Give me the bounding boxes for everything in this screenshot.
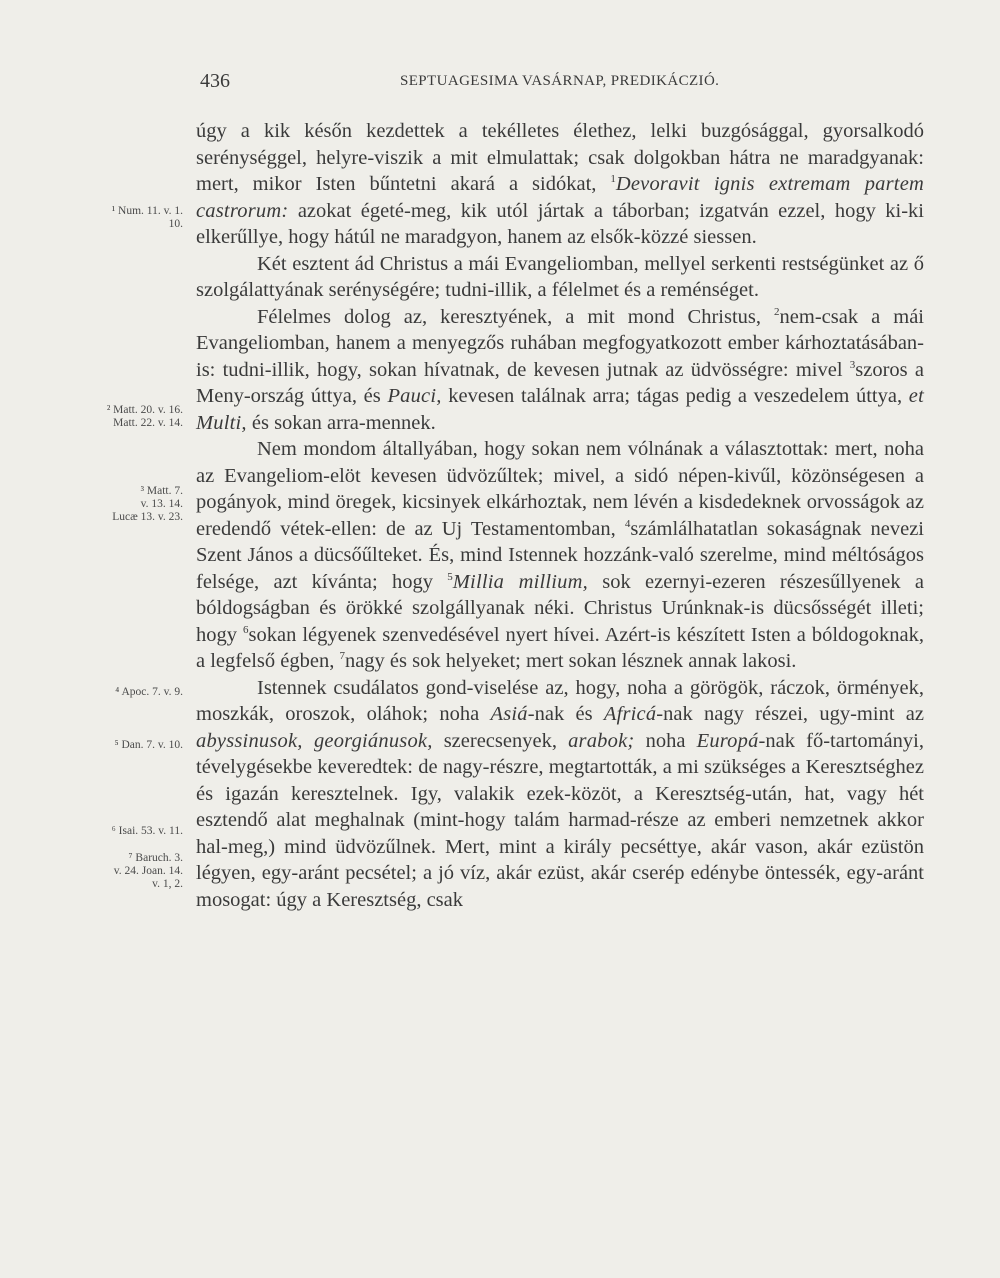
running-head: SEPTUAGESIMA VASÁRNAP, PREDIKÁCZIÓ. <box>400 73 720 89</box>
text-run: szoros a Meny-ország úttya, és <box>196 358 924 407</box>
text-run: -nak fő-tartományi, tévelygésekbe keveredtek: de nagy-részre, megtartották, a mi szükséges a Keresztséghez és igazán keresztelnek. Igy, valakik ezek-közöt, a Keresztség-után, hat, vagy hét esztendő alat meghalnak (mint-hogy talám harmad-része az emberi nemzetnek akkor hal-meg,) mind üdvözűlnek. Mert, mint a király pecséttye, akár vason, akár ezüstön légyen, egy-aránt pecsétel; a jó víz, akár ezüst, akár cserép edénybe öntessék, egy-aránt mosogat: úgy a Keresztség, csak <box>196 729 924 911</box>
paragraph <box>196 675 924 914</box>
text-run: úgy a kik későn kezdettek a tekélletes élethez, lelki buzgósággal, gyorsalkodó serénységgel, helyre-viszik a mit elmulattak; csak dolgokban hátra ne maradgyanak: mert, mikor Isten bűntetni akará a sidókat, <box>196 120 924 195</box>
reference-mark: 7 <box>339 650 345 663</box>
margin-note-line: ¹ Num. 11. v. 1. <box>111 205 183 217</box>
text-run: -nak nagy részei, ugy-mint az <box>656 703 924 725</box>
paragraph <box>196 251 924 304</box>
margin-note-line: ⁷ Baruch. 3. <box>128 852 183 864</box>
text-run: noha <box>634 729 697 752</box>
text-run: Istennek csudálatos gond-viselése az, hogy, noha a görögök, ráczok, örmények, moszkák, oroszok, oláhok; noha <box>196 676 924 725</box>
text-run: szerecsenyek, <box>432 729 569 752</box>
text-run: Két esztent ád Christus a mái Evangeliomban, mellyel serkenti restségünket az ő szolgálattyának serénységére; tudni-illik, a félelmet és a reménséget. <box>196 252 924 301</box>
text-run: és sokan arra-mennek. <box>246 411 436 434</box>
paragraph <box>196 118 924 251</box>
margin-note-line: v. 1, 2. <box>152 878 183 890</box>
text-run: azokat égeté-meg, kik utól jártak a táborban; izgatván ezzel, hogy ki-ki elkerűllye, hogy hátúl ne maradgyon, hanem az elsők-közzé siessen. <box>196 199 924 248</box>
margin-note-line: v. 13. 14. <box>140 498 183 510</box>
margin-note-line: v. 24. Joan. 14. <box>113 865 183 877</box>
italic-text: Millia millium, <box>452 570 588 593</box>
margin-note-line: ⁵ Dan. 7. v. 10. <box>114 739 183 751</box>
text-run: kevesen találnak arra; tágas pedig a veszedelem úttya, <box>441 385 909 407</box>
paragraph <box>196 436 924 675</box>
margin-note <box>55 852 183 891</box>
margin-note-line: ⁴ Apoc. 7. v. 9. <box>115 686 183 698</box>
text-run: számlálhatatlan sokaságnak nevezi Szent János a dücsőűlteket. És, mind Istennek hozzánk-való szerelme, mind méltóságos felsége, azt kívánta; hogy <box>196 517 924 593</box>
margin-note-line: ³ Matt. 7. <box>140 485 183 497</box>
body-text <box>196 118 924 913</box>
margin-note-line: ⁶ Isai. 53. v. 11. <box>111 825 183 837</box>
text-run: Nem mondom általlyában, hogy sokan nem vólnának a választottak: mert, noha az Evangeliom-elöt kevesen üdvözűltek; mivel, a sidó népen-kivűl, közönségesen a pogányok, mind öregek, kicsinyek elkárhoztak, nem lévén a kisdedeknek orvosságok az eredendő vétek-ellen: de az Uj Testamentomban, <box>196 438 924 540</box>
margin-note-line: ² Matt. 20. v. 16. <box>106 404 183 416</box>
margin-note-line: Matt. 22. v. 14. <box>113 417 183 429</box>
margin-note <box>55 205 183 231</box>
reference-mark: 6 <box>243 623 249 636</box>
italic-text: abyssinusok, georgiánusok, <box>196 729 433 752</box>
text-run: sokan légyenek szenvedésével nyert hívei. Azért-is készített Isten a bóldogoknak, a legfelső égben, <box>196 623 925 672</box>
paragraph <box>196 304 924 437</box>
margin-note <box>55 686 183 699</box>
italic-text: Asiá <box>490 703 528 725</box>
margin-note <box>55 404 183 430</box>
reference-mark: 5 <box>447 570 453 583</box>
italic-text: Africá <box>603 703 657 725</box>
italic-text: Devoravit ignis extremam partem castrorum: <box>196 173 924 222</box>
margin-note <box>55 825 183 838</box>
margin-note-line: 10. <box>168 218 183 230</box>
text-run: Félelmes dolog az, keresztyének, a mit mond Christus, <box>257 305 775 328</box>
margin-note <box>55 739 183 752</box>
italic-text: arabok; <box>568 729 635 752</box>
reference-mark: 4 <box>624 517 631 530</box>
italic-text: Europá <box>696 729 759 752</box>
text-run: nagy és sok helyeket; mert sokan lésznek annak lakosi. <box>344 650 797 672</box>
reference-mark: 3 <box>849 358 856 371</box>
italic-text: Pauci, <box>387 385 442 407</box>
text-run: -nak és <box>527 703 604 725</box>
margin-note-line: Lucæ 13. v. 23. <box>112 511 183 523</box>
page-number: 436 <box>200 70 230 92</box>
reference-mark: 2 <box>774 305 780 318</box>
reference-mark: 1 <box>610 173 616 186</box>
margin-note <box>55 485 183 524</box>
text-run: nem-csak a mái Evangeliomban, hanem a menyegzős ruhában megfogyatkozott ember kárhoztatásában-is: tudni-illik, hogy, sokan hívatnak, de kevesen jutnak az üdvösségre: mivel <box>196 305 924 381</box>
italic-text: et Multi, <box>196 385 924 434</box>
text-run: sok ezernyi-ezeren részesűllyenek a bóldogságban és örökké szolgállyanak néki. Christus Urúnknak-is dücsősségét illeti; hogy <box>196 570 924 646</box>
